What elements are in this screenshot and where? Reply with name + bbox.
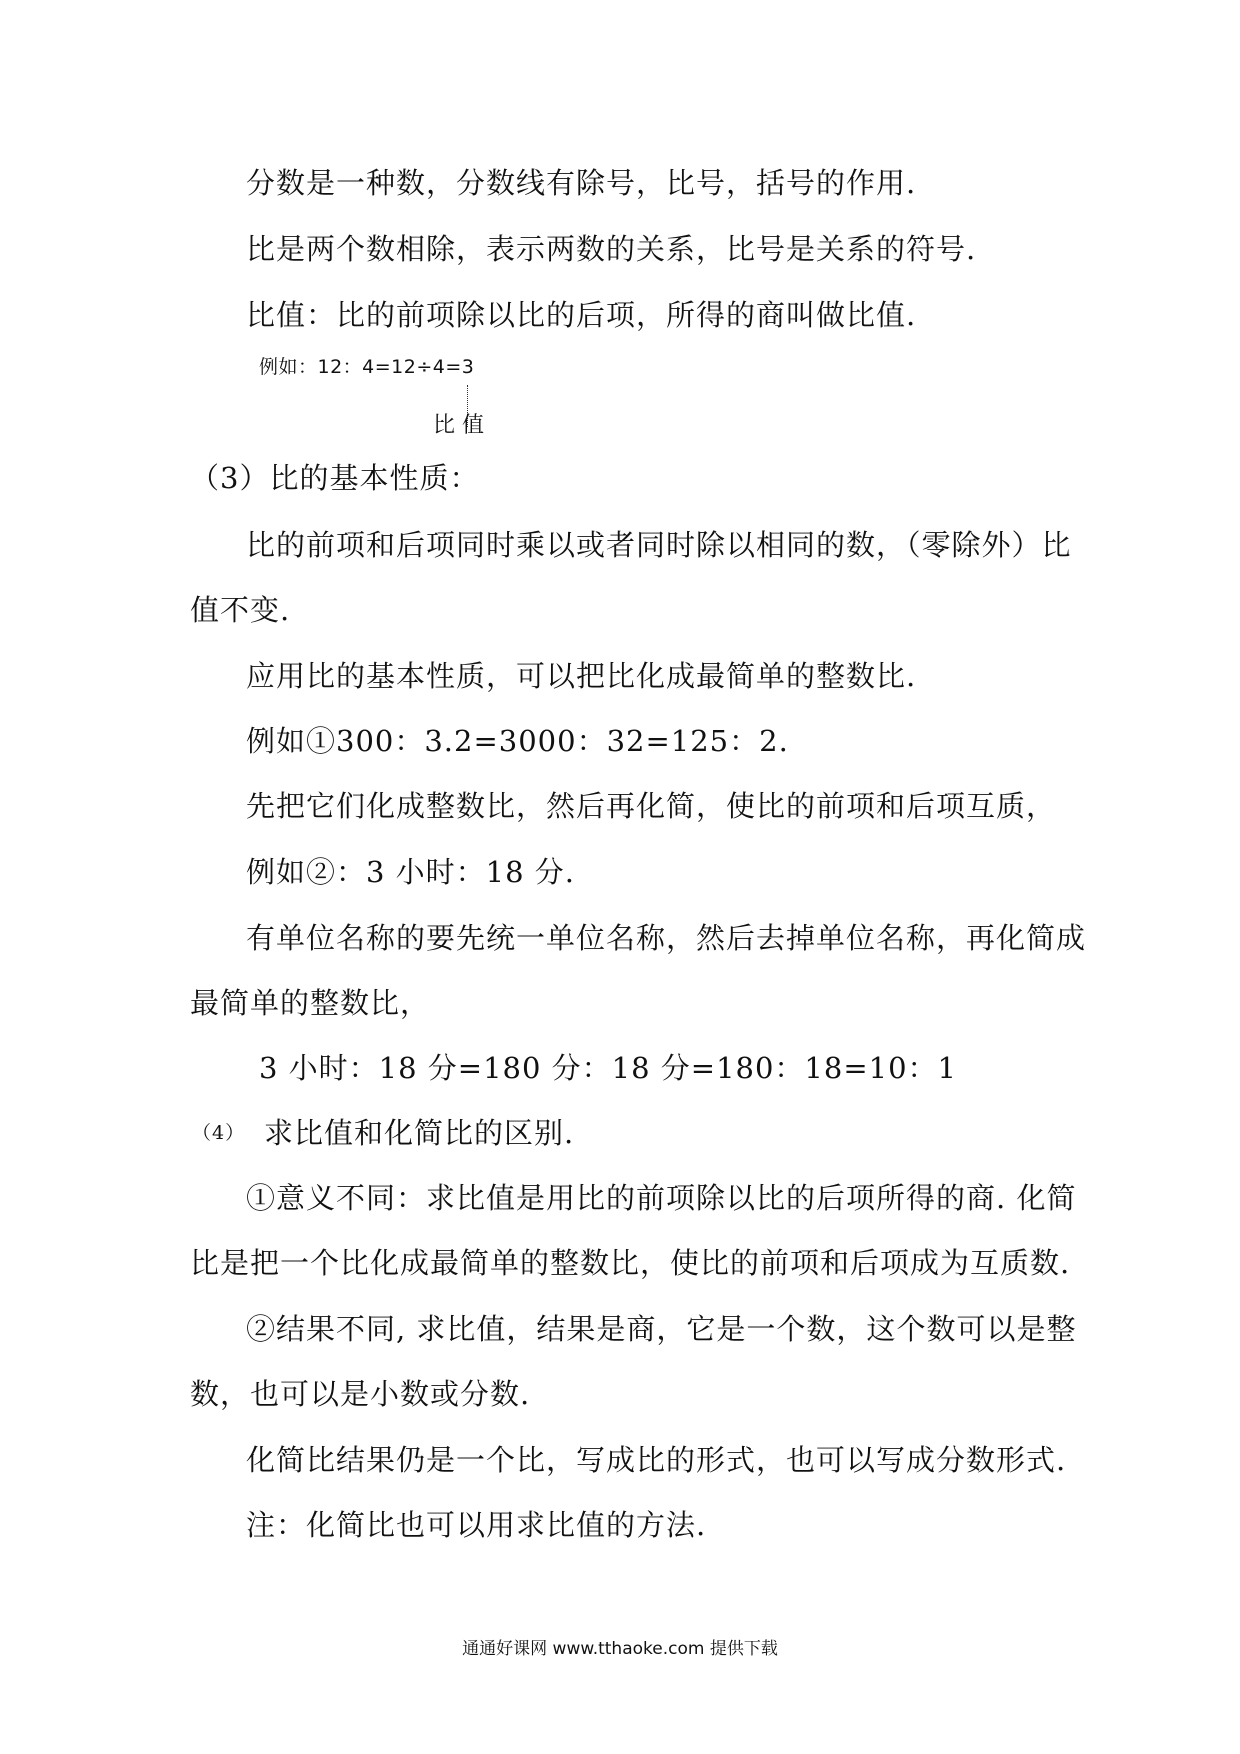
section-number-4: （4） xyxy=(192,1122,246,1144)
paragraph-basic-property-1: 比的前项和后项同时乘以或者同时除以相同的数，（零除外）比 xyxy=(246,528,1072,562)
paragraph-ratio-definition: 比是两个数相除，表示两数的关系，比号是关系的符号. xyxy=(246,232,977,266)
example-2: 例如②：3 小时：18 分. xyxy=(246,855,576,889)
paragraph-result-different-2: 数，也可以是小数或分数. xyxy=(190,1377,531,1411)
paragraph-note: 注：化简比也可以用求比值的方法. xyxy=(246,1508,707,1542)
paragraph-meaning-different-1: ①意义不同：求比值是用比的前项除以比的后项所得的商. 化简 xyxy=(246,1181,1077,1215)
paragraph-apply-property: 应用比的基本性质，可以把比化成最简单的整数比. xyxy=(246,659,917,693)
page-footer: 通通好课网 www.tthaoke.com 提供下载 xyxy=(462,1639,778,1659)
section-heading-difference: 求比值和化简比的区别. xyxy=(264,1116,575,1150)
example-ratio-value: 例如：12：4=12÷4=3 xyxy=(259,356,475,378)
paragraph-convert-integers: 先把它们化成整数比，然后再化简，使比的前项和后项互质， xyxy=(246,789,1057,823)
paragraph-basic-property-2: 值不变. xyxy=(190,593,291,627)
section-heading-basic-property: （3）比的基本性质： xyxy=(190,461,480,495)
paragraph-result-different-1: ②结果不同, 求比值，结果是商，它是一个数，这个数可以是整 xyxy=(246,1312,1077,1346)
paragraph-unit-names-2: 最简单的整数比， xyxy=(190,986,431,1020)
paragraph-meaning-different-2: 比是把一个比化成最简单的整数比，使比的前项和后项成为互质数. xyxy=(190,1246,1071,1280)
example-ratio-value-label: 比 值 xyxy=(433,413,484,438)
paragraph-fraction-definition: 分数是一种数，分数线有除号，比号，括号的作用. xyxy=(246,166,917,200)
paragraph-unit-names-1: 有单位名称的要先统一单位名称，然后去掉单位名称，再化简成 xyxy=(246,921,1087,955)
example-2-solution: 3 小时：18 分=180 分：18 分=180：18=10：1 xyxy=(259,1051,957,1085)
paragraph-ratio-value-definition: 比值：比的前项除以比的后项，所得的商叫做比值. xyxy=(246,298,917,332)
example-1: 例如①300：3.2=3000：32=125：2. xyxy=(246,724,789,758)
paragraph-simplified-result: 化简比结果仍是一个比，写成比的形式，也可以写成分数形式. xyxy=(246,1443,1067,1477)
